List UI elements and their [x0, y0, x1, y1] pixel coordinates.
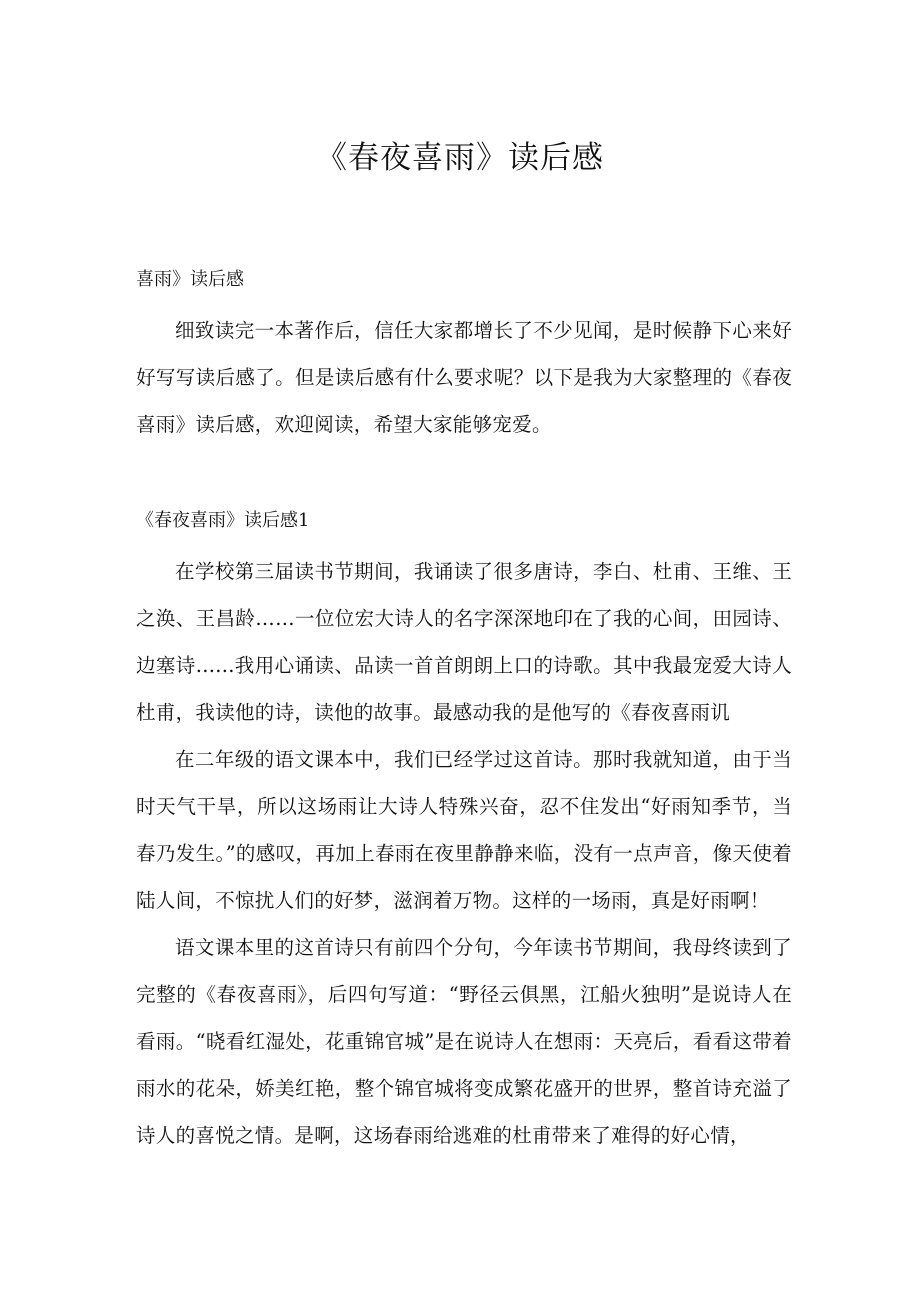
body-paragraph-3: 语文课本里的这首诗只有前四个分句，今年读书节期间，我母终读到了完整的《春夜喜雨》，后四句写道：“野径云俱黑，江船火独明”是说诗人在看雨。“晓看红湿处，花重锦官城”是在说诗人在想雨：天亮后，看看这带着雨水的花朵，娇美红艳，整个锦官城将变成繁花盛开的世界，整首诗充溢了诗人的喜悦之情。是啊，这场春雨给逃难的杜甫带来了难得的好心情，	[136, 936, 792, 1147]
intro-heading: 喜雨》读后感	[136, 269, 244, 290]
document-title: 《春夜喜雨》读后感	[316, 140, 604, 176]
section-heading: 《春夜喜雨》读后感1	[136, 510, 310, 531]
body-paragraph-1: 在学校第三届读书节期间，我诵读了很多唐诗，李白、杜甫、王维、王之涣、王昌龄……一位位宏大诗人的名字深深地印在了我的心间，田园诗、边塞诗......我用心诵读、品读一首首朗朗上口的诗歌。其中我最宠爱大诗人杜甫，我读他的诗，读他的故事。最感动我的是他写的《春夜喜雨讥	[136, 560, 792, 724]
body-paragraph-2: 在二年级的语文课本中，我们已经学过这首诗。那时我就知道，由于当时天气干旱，所以这场雨让大诗人特殊兴奋，忍不住发出“好雨知季节，当春乃发生。”的感叹，再加上春雨在夜里静静来临，没有一点声音，像天使着陆人间，不惊扰人们的好梦，滋润着万物。这样的一场雨，真是好雨啊！	[136, 748, 792, 912]
intro-paragraph: 细致读完一本著作后，信任大家都增长了不少见闻，是时候静下心来好好写写读后感了。但是读后感有什么要求呢？以下是我为大家整理的《春夜喜雨》读后感，欢迎阅读，希望大家能够宠爱。	[136, 319, 792, 436]
